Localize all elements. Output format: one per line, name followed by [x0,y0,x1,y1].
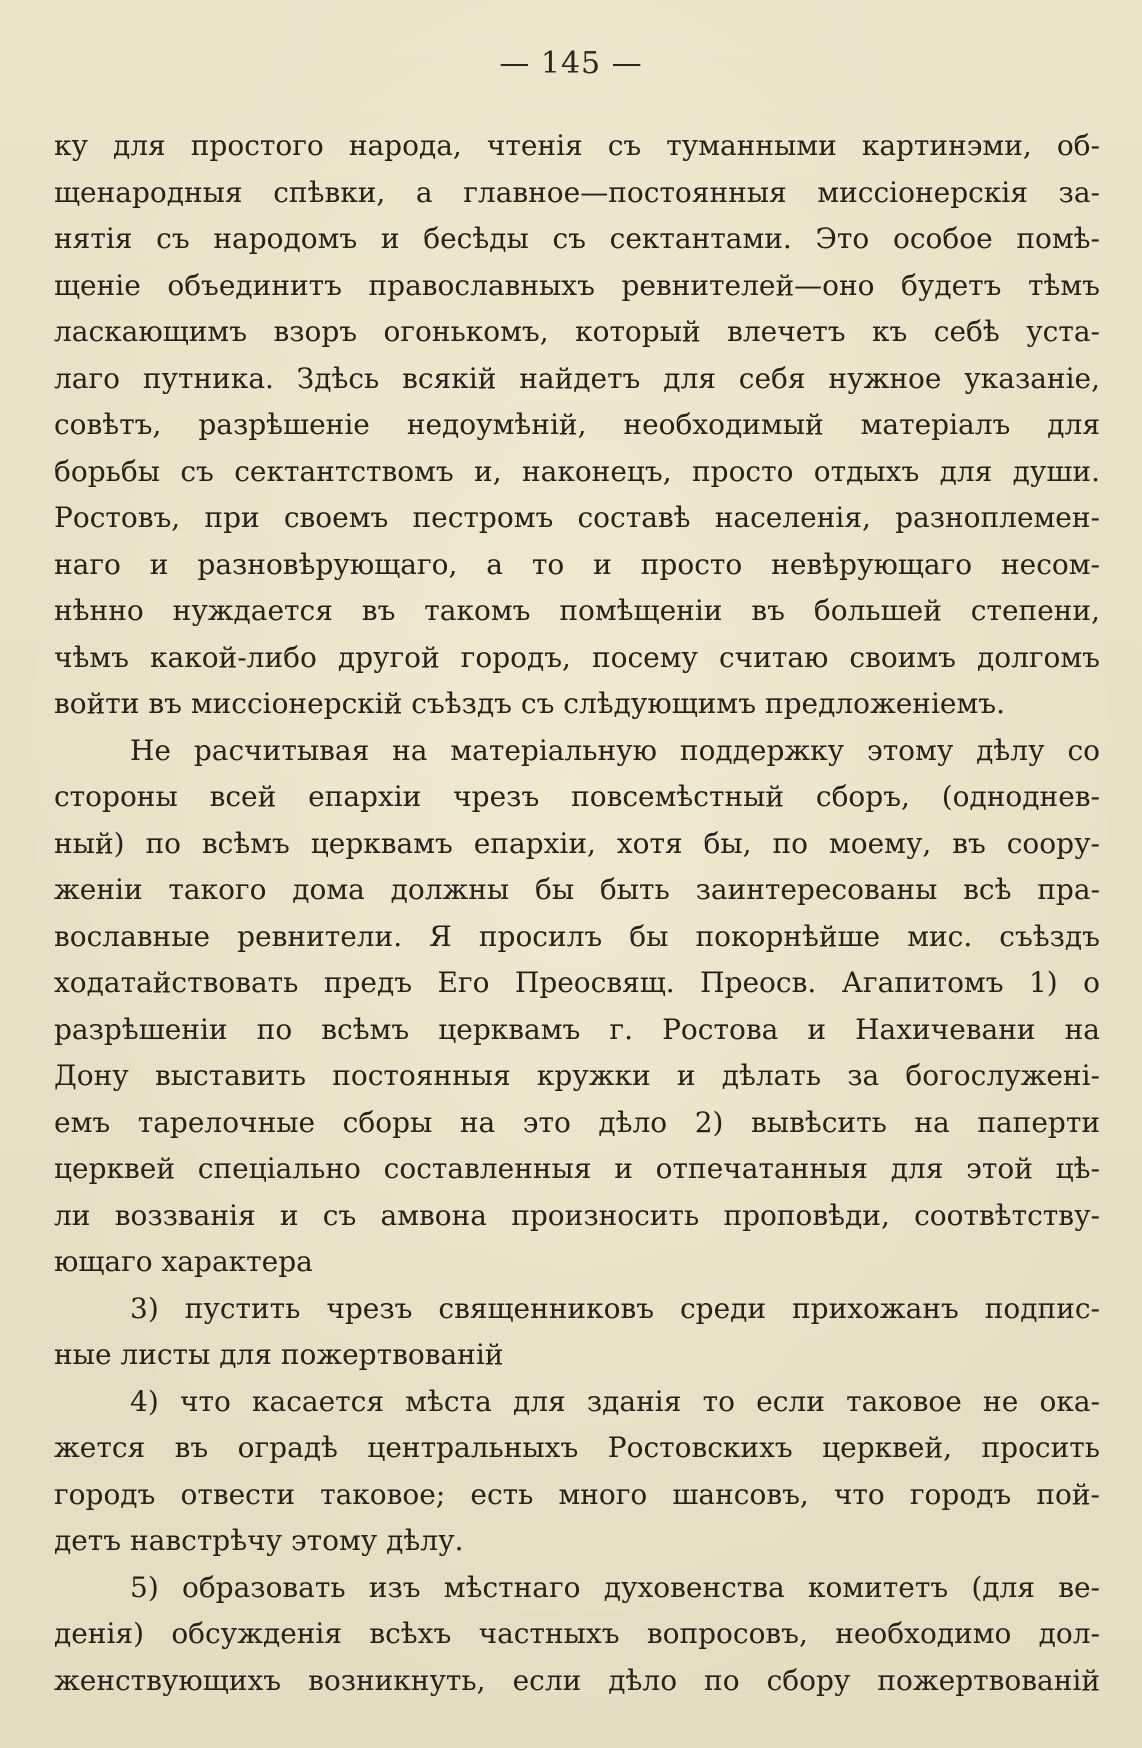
text-line: жется въ оградѣ центральныхъ Ростовскихъ церквей, просить [54,1431,1100,1464]
paragraph-start-line: 4) что касается мѣста для зданія то если таковое не ока- [130,1384,1100,1418]
text-line: денія) обсужденія всѣхъ частныхъ вопросовъ, необходимо дол- [54,1617,1100,1650]
text-line: ный) по всѣмъ церквамъ епархіи, хотя бы, по моему, въ соору- [54,826,1100,860]
page-number: — 145 — [499,46,643,81]
text-line: борьбы съ сектантствомъ и, наконецъ, просто отдыхъ для души. [54,454,1100,488]
text-line: ходатайствовать предъ Его Преосвящ. Преосв. Агапитомъ 1) о [54,966,1100,999]
text-line: ласкающимъ взоръ огонькомъ, который влечетъ къ себѣ уста- [54,315,1100,348]
text-line: ку для простого народа, чтенія съ туманными картинэми, об- [54,129,1100,162]
text-line: женіи такого дома должны бы быть заинтересованы всѣ пра- [54,873,1100,906]
text-line: городъ отвести таковое; есть много шансовъ, что городъ пой- [54,1477,1100,1511]
text-line: Ростовъ, при своемъ пестромъ составѣ населенія, разноплемен- [54,501,1100,534]
text-line: наго и разновѣрующаго, а то и просто невѣрующаго несом- [54,547,1100,581]
text-line: вославные ревнители. Я просилъ бы покорнѣйше мис. съѣздъ [54,919,1100,953]
paragraph-start-line: 3) пустить чрезъ священниковъ среди прихожанъ подпис- [130,1291,1100,1325]
body-text [54,123,1100,1704]
text-line: войти въ миссіонерскій съѣздъ съ слѣдующимъ предложеніемъ. [54,687,1005,720]
text-line: ные листы для пожертвованій [54,1338,504,1371]
text-line: совѣтъ, разрѣшеніе недоумѣній, необходимый матеріалъ для [54,408,1100,441]
text-line: щеніе объединитъ православныхъ ревнителей—оно будетъ тѣмъ [54,268,1100,302]
text-line: чѣмъ какой-либо другой городъ, посему считаю своимъ долгомъ [54,640,1100,674]
paragraph-start-line: 5) образовать изъ мѣстнаго духовенства комитетъ (для ве- [130,1570,1100,1604]
text-line: емъ тарелочные сборы на это дѣло 2) вывѣсить на паперти [54,1105,1100,1139]
text-line: церквей спеціально составленныя и отпечатанныя для этой цѣ- [54,1152,1100,1185]
text-line: нятія съ народомъ и бесѣды съ сектантами. Это особое помѣ- [54,222,1100,255]
text-line: лаго путника. Здѣсь всякій найдетъ для себя нужное указаніе, [54,361,1100,395]
text-line: нѣнно нуждается въ такомъ помѣщеніи въ большей степени, [54,594,1100,627]
text-line: стороны всей епархіи чрезъ повсемѣстный сборъ, (одноднев- [54,780,1100,813]
paragraph-start-line: Не расчитывая на матеріальную поддержку этому дѣлу со [130,733,1100,767]
text-line: Дону выставить постоянныя кружки и дѣлать за богослуженi- [54,1059,1100,1092]
text-line: детъ навстрѣчу этому дѣлу. [54,1524,464,1557]
text-line: ющаго характера [54,1245,313,1278]
text-line: разрѣшеніи по всѣмъ церквамъ г. Ростова и Нахичевани на [54,1012,1100,1046]
text-line: женствующихъ возникнуть, если дѣло по сбору пожертвованій [54,1663,1100,1697]
text-line: ли воззванія и съ амвона произносить проповѣди, соотвѣтству- [54,1198,1100,1232]
text-line: щенародныя спѣвки, а главное—постоянныя миссіонерскія за- [54,175,1100,209]
